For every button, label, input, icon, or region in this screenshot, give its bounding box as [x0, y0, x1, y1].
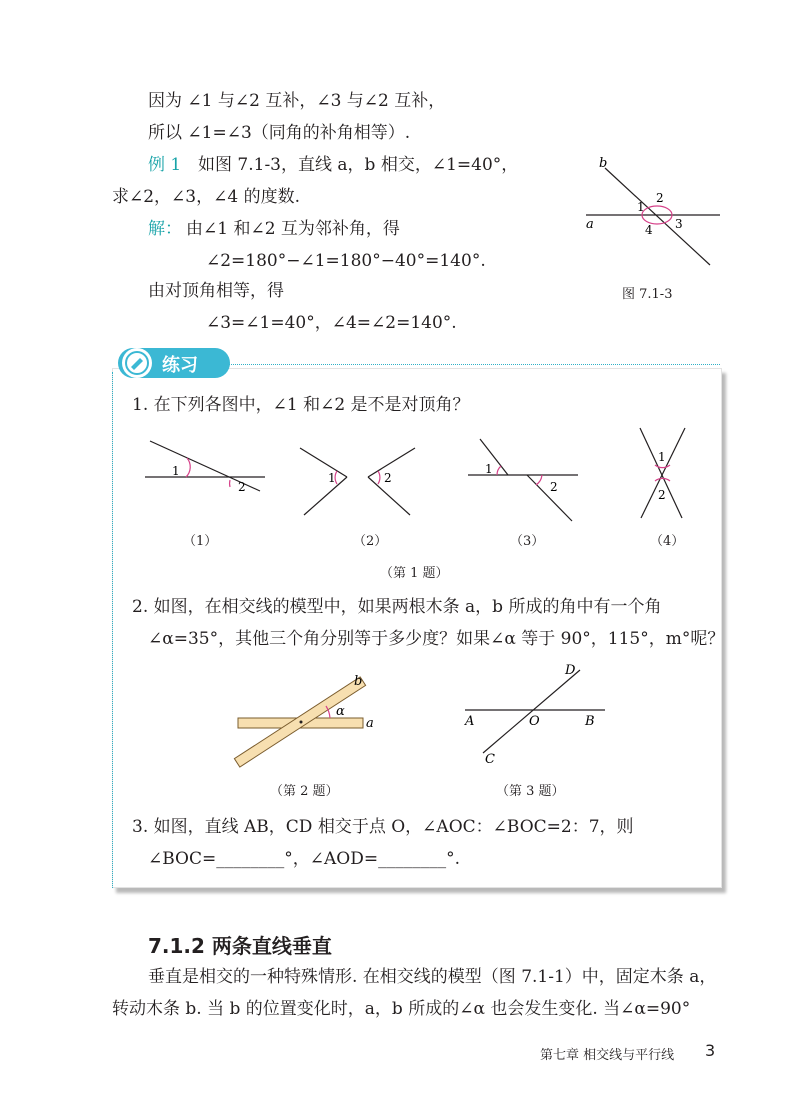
fig4-angle-2: 2 — [658, 488, 666, 502]
fig2-label-alpha: α — [336, 704, 345, 719]
question-3-line-1: 3. 如图，直线 AB，CD 相交于点 O，∠AOC：∠BOC=2：7，则 — [132, 817, 634, 837]
label-angle-1: 1 — [637, 200, 645, 214]
question-2-line-1: 2. 如图，在相交线的模型中，如果两根木条 a，b 所成的角中有一个角 — [132, 597, 662, 617]
figure-1-2 — [300, 448, 415, 515]
point-C: C — [485, 752, 495, 767]
question-2-figure — [230, 670, 390, 770]
reason-line-1: 因为 ∠1 与∠2 互补，∠3 与∠2 互补， — [148, 91, 446, 111]
fig-label-4: （4） — [650, 534, 685, 549]
figure-1-4 — [640, 428, 685, 518]
question-2-line-2: ∠α=35°，其他三个角分别等于多少度？如果∠α 等于 90°，115°，m°呢？ — [148, 629, 725, 649]
label-a: a — [586, 217, 594, 232]
solution-label: 解： — [148, 219, 182, 239]
solution-text: 由∠1 和∠2 互为邻补角，得 — [186, 219, 400, 239]
vertical-angles-text: 由对顶角相等，得 — [148, 281, 284, 301]
equation-2: ∠3=∠1=40°，∠4=∠2=140°. — [206, 313, 457, 333]
figure-1-3 — [468, 439, 578, 521]
exercise-dotted-left — [112, 372, 113, 888]
section-paragraph-2: 转动木条 b. 当 b 的位置变化时，a，b 所成的∠α 也会发生变化. 当∠α=90° — [112, 999, 691, 1019]
point-D: D — [565, 663, 576, 678]
exercise-dotted-top — [220, 364, 720, 365]
example-text-2: 求∠2，∠3，∠4 的度数. — [112, 187, 300, 207]
fig-label-3: （3） — [510, 534, 545, 549]
fig3-angle-1: 1 — [485, 462, 493, 476]
figure-1-1 — [145, 441, 265, 494]
label-angle-3: 3 — [675, 217, 683, 231]
question-3-figure — [455, 658, 615, 768]
label-angle-4: 4 — [645, 223, 653, 237]
fig-label-1: （1） — [183, 534, 218, 549]
line-CD — [483, 670, 580, 753]
fig4-angle-1: 1 — [658, 450, 666, 464]
example-text: 如图 7.1-3，直线 a，b 相交，∠1=40°， — [198, 155, 519, 175]
label-b: b — [599, 156, 608, 171]
fig3-angle-2: 2 — [550, 480, 558, 494]
question-1-figures — [130, 425, 695, 525]
question-3-line-2: ∠BOC=________°，∠AOD=________°. — [148, 849, 460, 869]
fig2-label-b: b — [354, 674, 363, 689]
section-title: 7.1.2 两条直线垂直 — [148, 934, 332, 958]
question-1-caption: （第 1 题） — [380, 566, 449, 581]
example-label: 例 1 — [148, 155, 182, 175]
pivot-point — [300, 721, 303, 724]
chapter-footer: 第七章 相交线与平行线 — [540, 1048, 675, 1063]
equation-1: ∠2=180°−∠1=180°−40°=140°. — [206, 251, 486, 271]
point-O: O — [529, 714, 540, 729]
fig1-angle-1: 1 — [172, 464, 180, 478]
question-1: 1. 在下列各图中，∠1 和∠2 是不是对顶角？ — [132, 395, 470, 415]
section-paragraph-1: 垂直是相交的一种特殊情形. 在相交线的模型（图 7.1-1）中，固定木条 a， — [148, 967, 717, 987]
fig-label-2: （2） — [353, 534, 388, 549]
fig2-angle-2: 2 — [384, 471, 392, 485]
line-b — [605, 168, 710, 265]
label-angle-2: 2 — [656, 191, 664, 205]
figure-7-1-3 — [580, 150, 740, 275]
fig1-angle-2: 2 — [238, 480, 246, 494]
reason-line-2: 所以 ∠1=∠3（同角的补角相等）. — [148, 123, 411, 143]
point-B: B — [585, 714, 595, 729]
fig2-label-a: a — [366, 716, 374, 731]
exercise-title: 练习 — [162, 355, 198, 376]
figure-7-1-3-caption: 图 7.1-3 — [622, 287, 673, 302]
page-number: 3 — [705, 1041, 716, 1060]
pencil-icon — [122, 348, 152, 378]
question-3-caption: （第 3 题） — [496, 784, 565, 799]
question-2-caption: （第 2 题） — [270, 784, 339, 799]
fig2-angle-1: 1 — [328, 471, 336, 485]
point-A: A — [465, 714, 475, 729]
